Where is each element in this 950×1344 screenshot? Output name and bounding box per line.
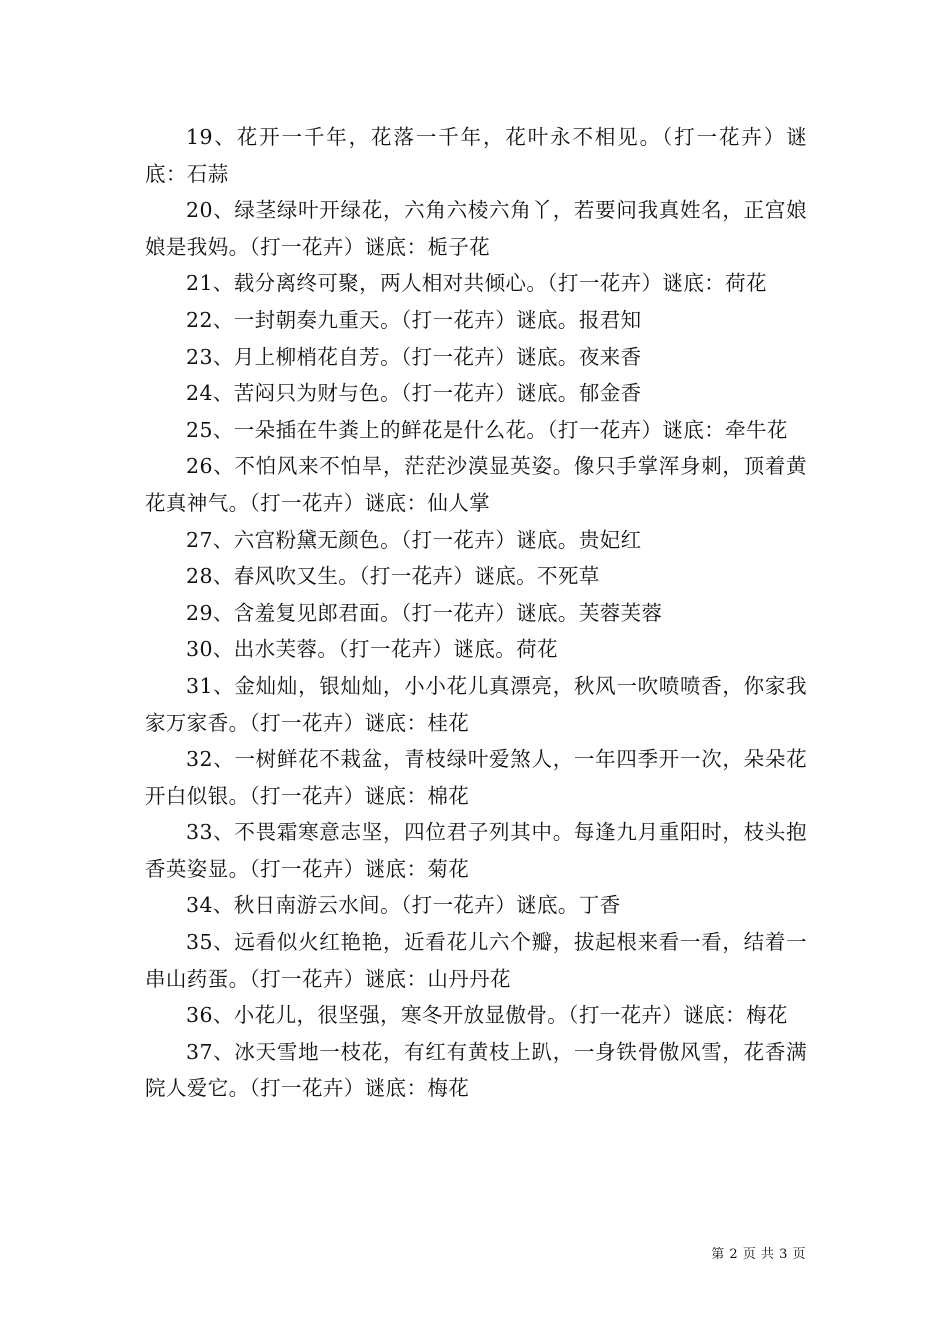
riddle-34: 34、秋日南游云水间。（打一花卉）谜底。丁香: [186, 893, 621, 918]
riddle-19: 19、花开一千年，花落一千年，花叶永不相见。（打一花卉）谜底：石蒜: [145, 125, 807, 186]
riddle-31: 31、金灿灿，银灿灿，小小花儿真漂亮，秋风一吹喷喷香，你家我家万家香。（打一花卉）谜底：桂花: [145, 673, 807, 735]
riddle-list: [145, 119, 807, 1107]
riddle-25: 25、一朵插在牛粪上的鲜花是什么花。（打一花卉）谜底：牵牛花: [186, 417, 788, 442]
riddle-36: 36、小花儿，很坚强，寒冬开放显傲骨。（打一花卉）谜底：梅花: [186, 1003, 788, 1028]
riddle-35: 35、远看似火红艳艳，近看花儿六个瓣，拔起根来看一看，结着一串山药蛋。（打一花卉）谜底：山丹丹花: [145, 930, 807, 991]
riddle-27: 27、六宫粉黛无颜色。（打一花卉）谜底。贵妃红: [186, 527, 642, 552]
page-number: 第 2 页 共 3 页: [711, 1247, 806, 1262]
riddle-20: 20、绿茎绿叶开绿花，六角六棱六角丫，若要问我真姓名，正宫娘娘是我妈。（打一花卉）谜底：栀子花: [145, 198, 807, 259]
riddle-33: 33、不畏霜寒意志坚，四位君子列其中。每逢九月重阳时，枝头抱香英姿显。（打一花卉）谜底：菊花: [145, 820, 807, 881]
riddle-23: 23、月上柳梢花自芳。（打一花卉）谜底。夜来香: [186, 344, 642, 369]
riddle-28: 28、春风吹又生。（打一花卉）谜底。不死草: [186, 564, 600, 589]
riddle-29: 29、含羞复见郎君面。（打一花卉）谜底。芙蓉芙蓉: [186, 600, 663, 625]
riddle-24: 24、苦闷只为财与色。（打一花卉）谜底。郁金香: [186, 381, 642, 406]
riddle-21: 21、载分离终可聚，两人相对共倾心。（打一花卉）谜底：荷花: [186, 271, 767, 296]
riddle-26: 26、不怕风来不怕旱，茫茫沙漠显英姿。像只手掌浑身刺，顶着黄花真神气。（打一花卉）谜底：仙人掌: [145, 454, 807, 515]
riddle-37: 37、冰天雪地一枝花，有红有黄枝上趴，一身铁骨傲风雪，花香满院人爱它。（打一花卉）谜底：梅花: [145, 1039, 807, 1101]
riddle-22: 22、一封朝奏九重天。（打一花卉）谜底。报君知: [186, 307, 642, 332]
riddle-30: 30、出水芙蓉。（打一花卉）谜底。荷花: [186, 637, 558, 662]
riddle-32: 32、一树鲜花不栽盆，青枝绿叶爱煞人，一年四季开一次，朵朵花开白似银。（打一花卉）谜底：棉花: [145, 747, 807, 808]
